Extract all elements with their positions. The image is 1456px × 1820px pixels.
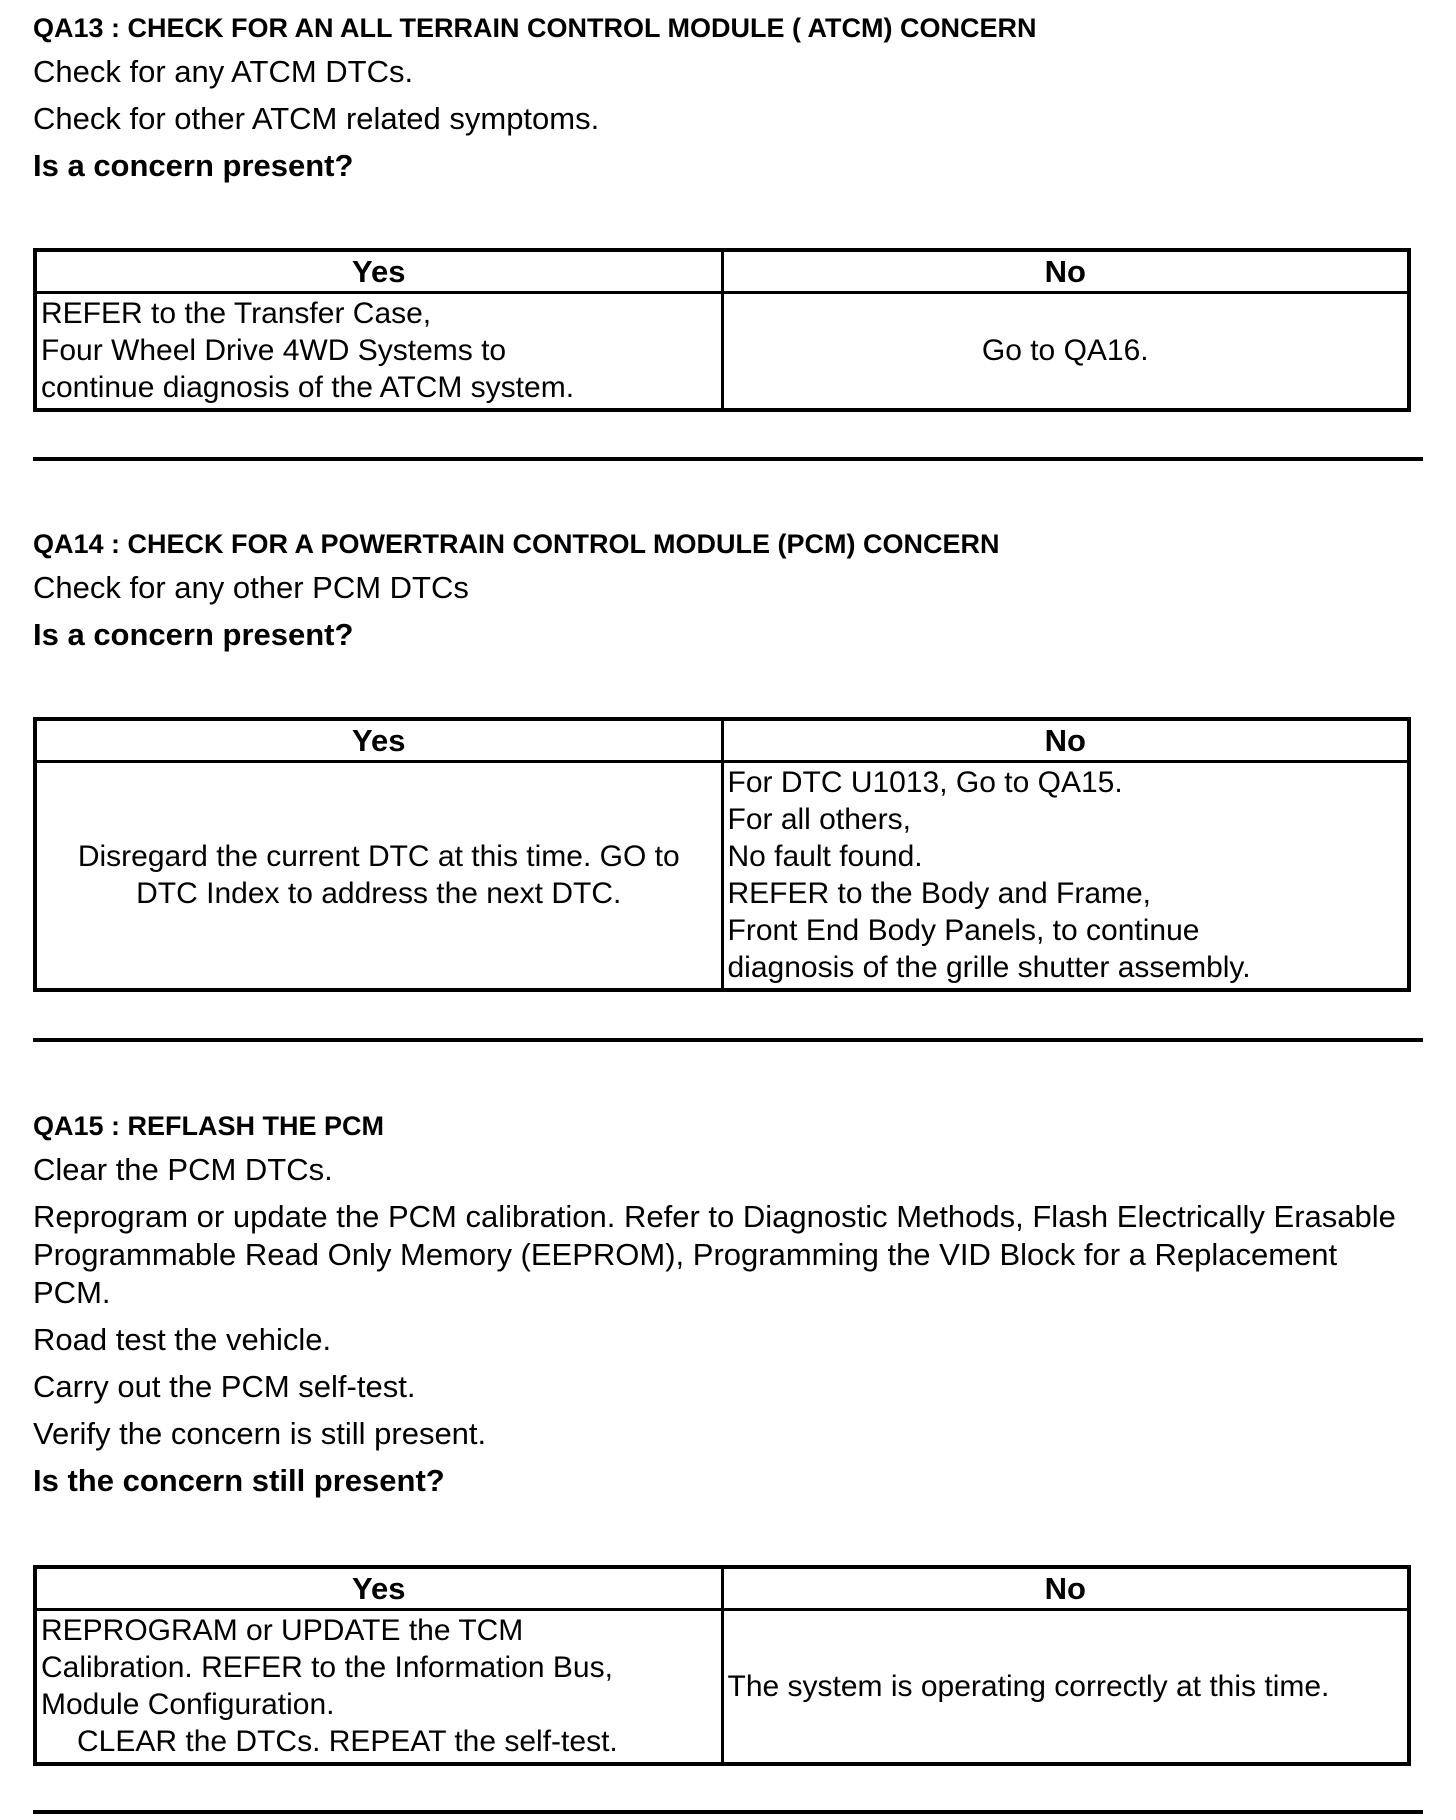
yes-cell [35,1610,722,1764]
question-text: Is a concern present? [33,617,354,652]
no-cell-line: REFER to the Body and Frame, [727,877,1152,911]
no-cell [722,762,1409,990]
question-text: Is the concern still present? [33,1463,445,1498]
no-cell-line: Go to QA16. [981,334,1149,368]
no-header: No [722,719,1409,762]
yes-header: Yes [35,719,722,762]
no-cell-line: diagnosis of the grille shutter assembly. [727,951,1251,985]
qa14-yes-no-table [33,717,1411,992]
qa15-yes-no-table [33,1565,1411,1766]
step-text: Clear the PCM DTCs. [33,1152,333,1187]
no-cell-line: For DTC U1013, Go to QA15. [727,766,1123,800]
section-heading: QA15 : REFLASH THE PCM [33,1111,385,1141]
yes-cell-line: Four Wheel Drive 4WD Systems to [41,334,507,368]
yes-cell-line: Module Configuration. [41,1688,335,1722]
no-cell-line: Front End Body Panels, to continue [727,914,1200,948]
section-qa14 [33,528,1423,654]
step-text: Check for any ATCM DTCs. [33,54,414,89]
yes-cell-line: DTC Index to address the next DTC. [136,877,622,911]
section-divider [33,457,1423,461]
section-divider [33,1810,1423,1814]
no-header: No [722,250,1409,293]
no-cell [722,1610,1409,1764]
yes-cell-line: continue diagnosis of the ATCM system. [41,371,575,405]
no-cell-line: No fault found. [727,840,923,874]
section-qa15 [33,1110,1423,1500]
no-cell [722,293,1409,410]
section-heading: QA14 : CHECK FOR A POWERTRAIN CONTROL MODULE (PCM) CONCERN [33,529,1000,559]
step-text: Check for any other PCM DTCs [33,570,469,605]
yes-cell-line: CLEAR the DTCs. REPEAT the self-test. [77,1725,618,1759]
yes-cell [35,293,722,410]
no-cell-line: The system is operating correctly at this time. [727,1669,1330,1703]
step-text: Verify the concern is still present. [33,1416,487,1451]
step-text: Check for other ATCM related symptoms. [33,101,600,136]
no-header: No [722,1567,1409,1610]
yes-cell-line: Calibration. REFER to the Information Bus, [41,1651,613,1685]
yes-cell-line: Disregard the current DTC at this time. GO to [77,840,680,874]
yes-cell-line: REPROGRAM or UPDATE the TCM [41,1614,524,1648]
yes-cell [35,762,722,990]
qa13-yes-no-table [33,248,1411,412]
no-cell-line: For all others, [727,803,911,837]
question-text: Is a concern present? [33,148,354,183]
section-heading: QA13 : CHECK FOR AN ALL TERRAIN CONTROL MODULE ( ATCM) CONCERN [33,13,1037,43]
yes-header: Yes [35,250,722,293]
step-text: Reprogram or update the PCM calibration. Refer to Diagnostic Methods, Flash Electrically Erasable Programmable Read Only Memory (EEPROM), Programming the VID Block for a Replacement PCM. [33,1199,1396,1310]
step-text: Road test the vehicle. [33,1322,332,1357]
step-text: Carry out the PCM self-test. [33,1369,416,1404]
section-qa13 [33,12,1423,185]
yes-cell-line: REFER to the Transfer Case, [41,297,432,331]
section-divider [33,1038,1423,1042]
yes-header: Yes [35,1567,722,1610]
